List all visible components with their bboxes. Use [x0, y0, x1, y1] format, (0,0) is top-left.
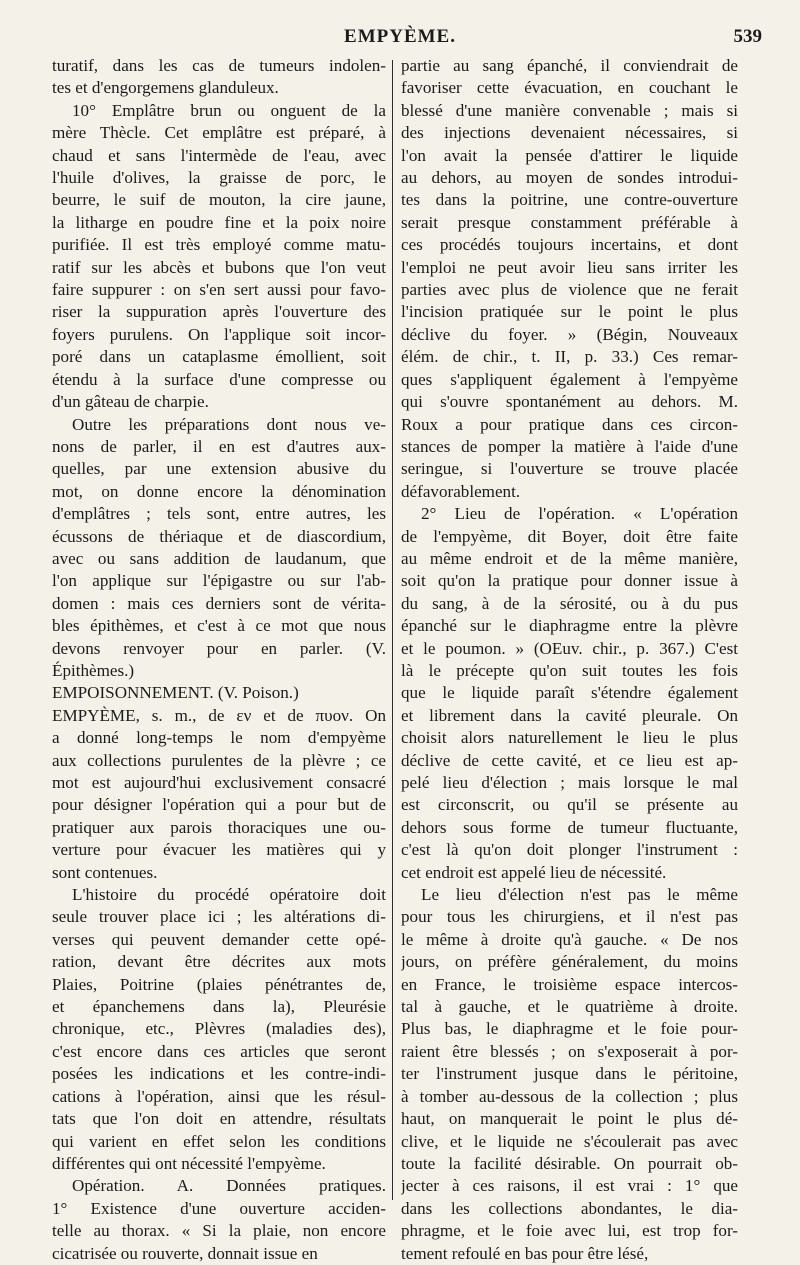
text-line: seule trouver place ici ; les altérations di-	[52, 907, 386, 927]
text-line: c'est encore dans ces articles que seront	[52, 1041, 386, 1061]
text-line: 1° Existence d'une ouverture acciden-	[52, 1198, 386, 1218]
text-line: phragme, et le foie avec lui, est trop for-	[401, 1221, 738, 1241]
text-line: L'histoire du procédé opératoire doit	[72, 885, 386, 905]
text-line: écussons de thériaque et de diascordium,	[52, 526, 386, 546]
text-line: ration, devant être décrites aux mots	[52, 952, 386, 972]
text-line: EMPYÈME, s. m., de εν et de πυον. On	[52, 705, 386, 725]
text-line: ces procédés toujours incertains, et dont	[401, 235, 738, 255]
text-line: jours, on préfère généralement, du moins	[401, 952, 738, 972]
text-line: des injections devenaient nécessaires, si	[401, 123, 738, 143]
text-line: seringue, si l'ouverture se trouve placée	[401, 459, 738, 479]
text-line: chaud et sans l'intermède de l'eau, avec	[52, 145, 386, 165]
text-line: riser la suppuration après l'ouverture des	[52, 302, 386, 322]
text-line: déclive du foyer. » (Bégin, Nouveaux	[401, 324, 738, 344]
text-line: haut, on manquerait le point le plus dé-	[401, 1109, 738, 1129]
text-line: quelles, par une extension abusive du	[52, 459, 386, 479]
text-line: nons de parler, il en est d'autres aux-	[52, 436, 386, 456]
text-line: Épithèmes.)	[52, 660, 135, 680]
text-line: Plaies, Poitrine (plaies pénétrantes de,	[52, 974, 386, 994]
text-line: domen : mais ces derniers sont de vérita-	[52, 593, 386, 613]
text-line: Le lieu d'élection n'est pas le même	[421, 885, 738, 905]
text-line: est circonscrit, ou qu'il se présente au	[401, 795, 738, 815]
text-line: ques s'appliquent également à l'empyème	[401, 369, 738, 389]
left-column	[52, 55, 386, 1265]
text-line: en France, le troisième espace intercos-	[401, 974, 738, 994]
text-line: le même à droite qu'à gauche. « De nos	[401, 929, 738, 949]
text-line: et librement dans la cavité pleurale. On	[401, 705, 738, 725]
text-line: l'incision pratiquée sur le point le plus	[401, 302, 738, 322]
text-line: qui s'ouvre spontanément au dehors. M.	[401, 392, 738, 412]
text-line: de l'empyème, dit Boyer, doit être faite	[401, 526, 738, 546]
text-line: l'on applique sur l'épigastre ou sur l'ab-	[52, 571, 386, 591]
text-line: au dehors, au moyen de sondes introdui-	[401, 168, 738, 188]
text-line: étendu à la surface d'une compresse ou	[52, 369, 386, 389]
text-line: beurre, le suif de mouton, la cire jaune,	[52, 190, 386, 210]
running-head	[0, 26, 800, 52]
text-line: mot est aujourd'hui exclusivement consacré	[52, 773, 386, 792]
text-line: faire suppurer : on s'en sert aussi pour favo-	[52, 280, 386, 300]
text-line: d'un gâteau de charpie.	[52, 392, 209, 412]
text-line: favoriser cette évacuation, en couchant le	[401, 78, 738, 98]
running-head-title: EMPYÈME.	[344, 26, 456, 47]
text-line: là le précepte qu'on suit toutes les fois	[401, 660, 738, 680]
text-line: Outre les préparations dont nous ve-	[72, 414, 386, 434]
text-line: cations à l'opération, ainsi que les résul-	[52, 1086, 386, 1106]
page-number: 539	[733, 26, 762, 47]
text-line: et le poumon. » (OEuv. chir., p. 367.) C'est	[401, 638, 738, 658]
text-line: avec ou sans addition de laudanum, que	[52, 548, 386, 568]
text-line: ratif sur les abcès et bubons que l'on veut	[52, 257, 386, 277]
text-line: pour désigner l'opération qui a pour but de	[52, 795, 386, 815]
text-line: déclive de cette cavité, et ce lieu est ap-	[401, 750, 738, 770]
text-line: élém. de chir., t. II, p. 33.) Ces remar-	[401, 347, 738, 367]
text-line: verture pour évacuer les matières qui y	[52, 840, 386, 860]
text-line: tes dans la poitrine, une contre-ouverture	[401, 190, 738, 210]
text-line: dehors sous forme de tumeur fluctuante,	[401, 817, 738, 837]
text-line: EMPOISONNEMENT. (V. Poison.)	[52, 683, 299, 703]
text-line: foyers purulens. On l'applique soit incor-	[52, 324, 386, 344]
text-line: cicatrisée ou rouverte, donnait issue en	[52, 1243, 318, 1263]
text-line: raient être blessés ; on s'exposerait à por-	[401, 1041, 738, 1061]
text-line: à tomber au-dessous de la collection ; plus	[401, 1086, 738, 1106]
text-line: défavorablement.	[401, 481, 521, 501]
text-line: qui varient en effet selon les conditions	[52, 1131, 386, 1151]
text-line: Opération. A. Données pratiques.	[72, 1176, 386, 1196]
text-line: partie au sang épanché, il conviendrait de	[401, 56, 738, 75]
text-line: purifiée. Il est très employé comme matu-	[52, 235, 386, 255]
text-line: mère Thècle. Cet emplâtre est préparé, à	[52, 123, 386, 143]
text-line: d'emplâtres ; tels sont, entre autres, les	[52, 504, 386, 524]
text-line: Roux a pour pratique dans ces circon-	[401, 414, 738, 434]
text-line: et épanchemens dans la), Pleurésie	[52, 997, 386, 1017]
text-line: l'emploi ne peut avoir lieu sans irriter les	[401, 257, 738, 277]
text-line: du sang, à de la sérosité, ou à du pus	[401, 593, 738, 613]
text-line: blessé d'une manière convenable ; mais si	[401, 100, 738, 120]
text-line: pelé lieu d'élection ; mais lorsque le mal	[401, 773, 738, 792]
text-line: épanché sur le diaphragme entre la plèvre	[401, 616, 738, 636]
text-line: l'huile d'olives, la graisse de porc, le	[52, 168, 386, 188]
text-line: devons renvoyer pour en parler. (V.	[52, 638, 386, 658]
text-line: posées les indications et les contre-indi-	[52, 1064, 386, 1084]
text-line: stances de pomper la matière à l'aide d'une	[401, 436, 738, 456]
text-line: c'est là qu'on doit plonger l'instrument :	[401, 840, 738, 860]
text-line: verses qui peuvent demander cette opé-	[52, 929, 386, 949]
text-line: aux collections purulentes de la plèvre ; ce	[52, 750, 386, 770]
text-line: poré dans un cataplasme émollient, soit	[52, 347, 386, 367]
text-line: 2° Lieu de l'opération. « L'opération	[421, 504, 738, 524]
text-line: cet endroit est appelé lieu de nécessité.	[401, 862, 667, 882]
text-line: serait presque constamment préférable à	[401, 212, 738, 232]
text-line: la litharge en poudre fine et la poix noire	[52, 212, 386, 232]
text-line: pratiquer aux parois thoraciques une ou-	[52, 817, 386, 837]
text-line: telle au thorax. « Si la plaie, non encore	[52, 1221, 386, 1241]
text-line: parties avec plus de violence que ne ferait	[401, 280, 738, 300]
text-line: différentes qui ont nécessité l'empyème.	[52, 1153, 326, 1173]
text-line: clive, et le liquide ne s'écoulerait pas avec	[401, 1131, 738, 1151]
text-line: Plus bas, le diaphragme et le foie pour-	[401, 1019, 738, 1039]
text-line: que le liquide paraît s'étendre également	[401, 683, 738, 703]
text-line: a donné long-temps le nom d'empyème	[52, 728, 386, 748]
text-line: pour tous les chirurgiens, et il n'est pas	[401, 907, 738, 927]
text-line: au même endroit et de la même manière,	[401, 548, 738, 568]
text-line: tement refoulé en bas pour être lésé,	[401, 1243, 649, 1263]
column-divider	[392, 60, 393, 1200]
text-line: turatif, dans les cas de tumeurs indolen-	[52, 56, 386, 75]
text-line: sont contenues.	[52, 862, 158, 882]
text-line: mot, on donne encore la dénomination	[52, 481, 386, 501]
text-line: ter l'instrument jusque dans le péritoine,	[401, 1064, 738, 1084]
text-line: chronique, etc., Plèvres (maladies des),	[52, 1019, 386, 1039]
text-line: l'on avait la pensée d'attirer le liquide	[401, 145, 738, 165]
text-line: 10° Emplâtre brun ou onguent de la	[72, 100, 386, 120]
right-column	[401, 55, 738, 1265]
text-line: tes et d'engorgemens glanduleux.	[52, 78, 279, 98]
text-line: soit qu'on la pratique pour donner issue à	[401, 571, 738, 591]
text-line: dans les collections abondantes, le dia-	[401, 1198, 738, 1218]
text-line: tats que l'on doit en attendre, résultats	[52, 1109, 386, 1129]
text-line: toute la facilité désirable. On pourrait ob-	[401, 1153, 738, 1173]
text-line: jecter à ces raisons, il est vrai : 1° que	[401, 1176, 738, 1196]
text-line: tal à gauche, et le quatrième à droite.	[401, 997, 738, 1017]
text-line: bles épithèmes, et c'est à ce mot que nous	[52, 616, 386, 636]
text-line: choisit alors naturellement le lieu le plus	[401, 728, 738, 748]
